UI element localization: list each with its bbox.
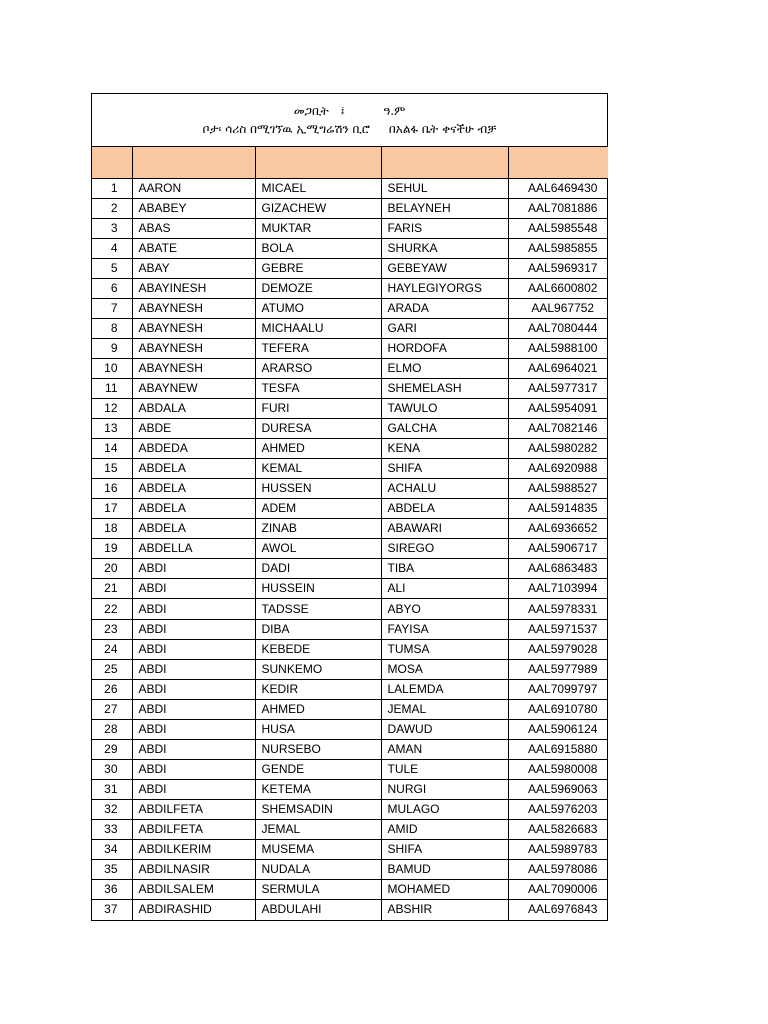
grandfather-name-cell: SEHUL [381,178,508,198]
application-code-cell: AAL967752 [508,298,608,318]
row-number: 29 [92,739,132,759]
grandfather-name-cell: BAMUD [381,860,508,880]
application-code-cell: AAL5976203 [508,799,608,819]
row-number: 5 [92,258,132,278]
row-number: 31 [92,779,132,799]
table-row [92,699,608,719]
table-row [92,338,608,358]
grandfather-name-cell: DAWUD [381,719,508,739]
grandfather-name-cell: AMID [381,820,508,840]
application-code-cell: AAL5988527 [508,479,608,499]
table-row [92,358,608,378]
first-name-cell: ABABEY [132,198,255,218]
application-code-cell: AAL5971537 [508,619,608,639]
table-row [92,619,608,639]
row-number: 27 [92,699,132,719]
row-number: 1 [92,178,132,198]
name-list-sheet [91,93,608,921]
first-name-cell: ABDI [132,679,255,699]
first-name-cell: AARON [132,178,255,198]
application-code-cell: AAL5826683 [508,820,608,840]
grandfather-name-cell: ABSHIR [381,900,508,920]
row-number: 21 [92,579,132,599]
grandfather-name-cell: TULE [381,759,508,779]
father-name-cell: GENDE [255,759,381,779]
column-header-father-name [255,147,381,178]
column-header-number [92,147,132,178]
table-row [92,820,608,840]
table-row [92,659,608,679]
grandfather-name-cell: SHIFA [381,459,508,479]
father-name-cell: AHMED [255,699,381,719]
grandfather-name-cell: SHIFA [381,840,508,860]
father-name-cell: DEMOZE [255,278,381,298]
father-name-cell: KEMAL [255,459,381,479]
father-name-cell: JEMAL [255,820,381,840]
table-row [92,840,608,860]
grandfather-name-cell: TUMSA [381,639,508,659]
row-number: 32 [92,799,132,819]
application-code-cell: AAL7103994 [508,579,608,599]
table-row [92,298,608,318]
grandfather-name-cell: FARIS [381,218,508,238]
grandfather-name-cell: HORDOFA [381,338,508,358]
table-row [92,779,608,799]
father-name-cell: BOLA [255,238,381,258]
grandfather-name-cell: TAWULO [381,399,508,419]
first-name-cell: ABDI [132,699,255,719]
application-code-cell: AAL5969317 [508,258,608,278]
row-number: 8 [92,318,132,338]
table-row [92,559,608,579]
table-row [92,599,608,619]
first-name-cell: ABAYNESH [132,358,255,378]
first-name-cell: ABDI [132,739,255,759]
first-name-cell: ABAYNESH [132,298,255,318]
father-name-cell: NUDALA [255,860,381,880]
first-name-cell: ABDILSALEM [132,880,255,900]
header-date-line: መጋቢት ፤ ዓ.ም [293,104,406,118]
row-number: 24 [92,639,132,659]
application-code-cell: AAL6964021 [508,358,608,378]
table-row [92,479,608,499]
father-name-cell: SERMULA [255,880,381,900]
father-name-cell: TEFERA [255,338,381,358]
table-row [92,799,608,819]
application-code-cell: AAL6936652 [508,519,608,539]
table-row [92,860,608,880]
table-row [92,218,608,238]
row-number: 13 [92,419,132,439]
application-code-cell: AAL5988100 [508,338,608,358]
row-number: 17 [92,499,132,519]
grandfather-name-cell: ARADA [381,298,508,318]
application-code-cell: AAL7081886 [508,198,608,218]
application-code-cell: AAL7090006 [508,880,608,900]
table-row [92,419,608,439]
grandfather-name-cell: MULAGO [381,799,508,819]
row-number: 10 [92,358,132,378]
column-header-first-name [132,147,255,178]
table-row [92,519,608,539]
father-name-cell: MUSEMA [255,840,381,860]
father-name-cell: FURI [255,399,381,419]
first-name-cell: ABDELA [132,459,255,479]
first-name-cell: ABAS [132,218,255,238]
father-name-cell: MUKTAR [255,218,381,238]
applicant-table [92,147,608,920]
grandfather-name-cell: BELAYNEH [381,198,508,218]
application-code-cell: AAL5906124 [508,719,608,739]
grandfather-name-cell: HAYLEGIYORGS [381,278,508,298]
first-name-cell: ABDALA [132,399,255,419]
first-name-cell: ABDILFETA [132,820,255,840]
father-name-cell: GEBRE [255,258,381,278]
table-row [92,539,608,559]
father-name-cell: KETEMA [255,779,381,799]
father-name-cell: DADI [255,559,381,579]
first-name-cell: ABAYNEW [132,378,255,398]
row-number: 4 [92,238,132,258]
grandfather-name-cell: LALEMDA [381,679,508,699]
grandfather-name-cell: ABYO [381,599,508,619]
father-name-cell: TADSSE [255,599,381,619]
table-row [92,579,608,599]
row-number: 33 [92,820,132,840]
father-name-cell: KEBEDE [255,639,381,659]
application-code-cell: AAL7082146 [508,419,608,439]
grandfather-name-cell: MOHAMED [381,880,508,900]
table-row [92,499,608,519]
row-number: 18 [92,519,132,539]
application-code-cell: AAL5980282 [508,439,608,459]
first-name-cell: ABDI [132,779,255,799]
application-code-cell: AAL6910780 [508,699,608,719]
first-name-cell: ABDI [132,659,255,679]
row-number: 36 [92,880,132,900]
row-number: 25 [92,659,132,679]
application-code-cell: AAL5985855 [508,238,608,258]
row-number: 22 [92,599,132,619]
grandfather-name-cell: GALCHA [381,419,508,439]
table-row [92,459,608,479]
table-row [92,238,608,258]
application-code-cell: AAL5954091 [508,399,608,419]
application-code-cell: AAL6600802 [508,278,608,298]
table-row [92,900,608,920]
row-number: 3 [92,218,132,238]
father-name-cell: ARARSO [255,358,381,378]
father-name-cell: SHEMSADIN [255,799,381,819]
first-name-cell: ABDELA [132,499,255,519]
first-name-cell: ABDI [132,599,255,619]
grandfather-name-cell: NURGI [381,779,508,799]
header-location-line: ቦታ፡ ሳሪስ በሚገኘዉ ኢሚግሬሽን ቢሮ በአልፋ ቤት ቀናችሁ ብቻ [202,122,497,136]
grandfather-name-cell: AMAN [381,739,508,759]
application-code-cell: AAL5969063 [508,779,608,799]
row-number: 15 [92,459,132,479]
father-name-cell: AWOL [255,539,381,559]
father-name-cell: AHMED [255,439,381,459]
table-row [92,679,608,699]
first-name-cell: ABAYNESH [132,318,255,338]
grandfather-name-cell: SHEMELASH [381,378,508,398]
row-number: 23 [92,619,132,639]
application-code-cell: AAL6863483 [508,559,608,579]
table-row [92,378,608,398]
first-name-cell: ABDELA [132,479,255,499]
application-code-cell: AAL7099797 [508,679,608,699]
first-name-cell: ABDELLA [132,539,255,559]
first-name-cell: ABDI [132,619,255,639]
first-name-cell: ABDI [132,579,255,599]
row-number: 30 [92,759,132,779]
row-number: 6 [92,278,132,298]
row-number: 20 [92,559,132,579]
father-name-cell: HUSA [255,719,381,739]
row-number: 7 [92,298,132,318]
father-name-cell: SUNKEMO [255,659,381,679]
application-code-cell: AAL5906717 [508,539,608,559]
table-header-row [92,147,608,178]
grandfather-name-cell: FAYISA [381,619,508,639]
application-code-cell: AAL5985548 [508,218,608,238]
application-code-cell: AAL5978331 [508,599,608,619]
father-name-cell: ATUMO [255,298,381,318]
father-name-cell: DURESA [255,419,381,439]
table-row [92,739,608,759]
application-code-cell: AAL7080444 [508,318,608,338]
application-code-cell: AAL5980008 [508,759,608,779]
application-code-cell: AAL6920988 [508,459,608,479]
father-name-cell: HUSSEIN [255,579,381,599]
first-name-cell: ABDE [132,419,255,439]
first-name-cell: ABDI [132,639,255,659]
row-number: 9 [92,338,132,358]
grandfather-name-cell: ACHALU [381,479,508,499]
application-code-cell: AAL6915880 [508,739,608,759]
grandfather-name-cell: MOSA [381,659,508,679]
father-name-cell: MICAEL [255,178,381,198]
row-number: 14 [92,439,132,459]
grandfather-name-cell: KENA [381,439,508,459]
father-name-cell: GIZACHEW [255,198,381,218]
first-name-cell: ABDI [132,719,255,739]
table-row [92,439,608,459]
grandfather-name-cell: TIBA [381,559,508,579]
row-number: 37 [92,900,132,920]
father-name-cell: ZINAB [255,519,381,539]
first-name-cell: ABDELA [132,519,255,539]
row-number: 11 [92,378,132,398]
first-name-cell: ABAYINESH [132,278,255,298]
row-number: 2 [92,198,132,218]
first-name-cell: ABDILFETA [132,799,255,819]
table-row [92,719,608,739]
first-name-cell: ABDEDA [132,439,255,459]
father-name-cell: NURSEBO [255,739,381,759]
first-name-cell: ABDILNASIR [132,860,255,880]
grandfather-name-cell: SIREGO [381,539,508,559]
first-name-cell: ABAYNESH [132,338,255,358]
table-row [92,880,608,900]
grandfather-name-cell: JEMAL [381,699,508,719]
application-code-cell: AAL6469430 [508,178,608,198]
row-number: 28 [92,719,132,739]
application-code-cell: AAL5978086 [508,860,608,880]
table-row [92,759,608,779]
application-code-cell: AAL5979028 [508,639,608,659]
application-code-cell: AAL5989783 [508,840,608,860]
application-code-cell: AAL5977317 [508,378,608,398]
table-row [92,318,608,338]
father-name-cell: ADEM [255,499,381,519]
first-name-cell: ABAY [132,258,255,278]
application-code-cell: AAL5977989 [508,659,608,679]
father-name-cell: ABDULAHI [255,900,381,920]
table-row [92,178,608,198]
column-header-application-code [508,147,608,178]
application-code-cell: AAL5914835 [508,499,608,519]
grandfather-name-cell: ALI [381,579,508,599]
grandfather-name-cell: ABDELA [381,499,508,519]
father-name-cell: MICHAALU [255,318,381,338]
sheet-header [92,94,607,147]
table-row [92,198,608,218]
grandfather-name-cell: GEBEYAW [381,258,508,278]
grandfather-name-cell: SHURKA [381,238,508,258]
column-header-grandfather-name [381,147,508,178]
father-name-cell: TESFA [255,378,381,398]
grandfather-name-cell: ELMO [381,358,508,378]
row-number: 16 [92,479,132,499]
first-name-cell: ABDI [132,759,255,779]
row-number: 35 [92,860,132,880]
row-number: 34 [92,840,132,860]
row-number: 12 [92,399,132,419]
table-row [92,278,608,298]
first-name-cell: ABDI [132,559,255,579]
grandfather-name-cell: ABAWARI [381,519,508,539]
table-row [92,258,608,278]
father-name-cell: HUSSEN [255,479,381,499]
table-row [92,639,608,659]
father-name-cell: DIBA [255,619,381,639]
father-name-cell: KEDIR [255,679,381,699]
application-code-cell: AAL6976843 [528,902,598,917]
row-number: 19 [92,539,132,559]
first-name-cell: ABDILKERIM [132,840,255,860]
row-number: 26 [92,679,132,699]
first-name-cell: ABDIRASHID [132,900,255,920]
grandfather-name-cell: GARI [381,318,508,338]
first-name-cell: ABATE [132,238,255,258]
table-row [92,399,608,419]
